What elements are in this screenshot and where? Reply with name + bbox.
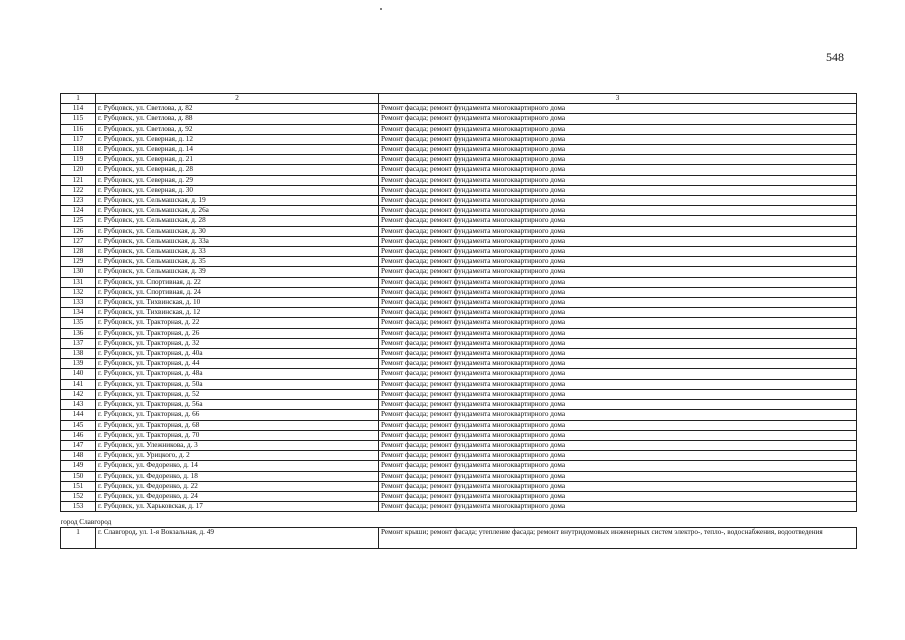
row-number: 126 xyxy=(61,226,96,236)
table-row xyxy=(61,502,857,512)
row-address: г. Рубцовск, ул. Сельмашская, д. 19 xyxy=(96,196,379,206)
row-works: Ремонт фасада; ремонт фундамента многоквартирного дома xyxy=(379,451,857,461)
row-address: г. Рубцовск, ул. Северная, д. 28 xyxy=(96,165,379,175)
table-row xyxy=(61,338,857,348)
row-works: Ремонт фасада; ремонт фундамента многоквартирного дома xyxy=(379,481,857,491)
row-number: 150 xyxy=(61,471,96,481)
row-address: г. Рубцовск, ул. Спортивная, д. 24 xyxy=(96,287,379,297)
row-address: г. Рубцовск, ул. Тракторная, д. 44 xyxy=(96,359,379,369)
row-number: 123 xyxy=(61,196,96,206)
row-number: 114 xyxy=(61,104,96,114)
table-row xyxy=(61,226,857,236)
row-number: 151 xyxy=(61,481,96,491)
row-address: г. Рубцовск, ул. Северная, д. 12 xyxy=(96,134,379,144)
row-works: Ремонт фасада; ремонт фундамента многоквартирного дома xyxy=(379,277,857,287)
row-address: г. Рубцовск, ул. Урицкого, д. 2 xyxy=(96,451,379,461)
works-table-body xyxy=(61,94,857,549)
row-number: 146 xyxy=(61,430,96,440)
row-address: г. Рубцовск, ул. Северная, д. 21 xyxy=(96,155,379,165)
row-number: 120 xyxy=(61,165,96,175)
row-number: 131 xyxy=(61,277,96,287)
table-row xyxy=(61,471,857,481)
row-works: Ремонт фасада; ремонт фундамента многоквартирного дома xyxy=(379,236,857,246)
row-number: 141 xyxy=(61,379,96,389)
row-number: 115 xyxy=(61,114,96,124)
page-number: 548 xyxy=(826,50,844,64)
scan-speck xyxy=(380,8,382,10)
row-address: г. Рубцовск, ул. Федоренко, д. 24 xyxy=(96,491,379,501)
row-works: Ремонт фасада; ремонт фундамента многоквартирного дома xyxy=(379,104,857,114)
row-works: Ремонт фасада; ремонт фундамента многоквартирного дома xyxy=(379,440,857,450)
row-number: 117 xyxy=(61,134,96,144)
row-address: г. Рубцовск, ул. Тракторная, д. 66 xyxy=(96,410,379,420)
row-number: 136 xyxy=(61,328,96,338)
row-works: Ремонт фасада; ремонт фундамента многоквартирного дома xyxy=(379,491,857,501)
row-number: 132 xyxy=(61,287,96,297)
row-address: г. Рубцовск, ул. Тракторная, д. 50а xyxy=(96,379,379,389)
table-row xyxy=(61,349,857,359)
table-row xyxy=(61,369,857,379)
table-row xyxy=(61,420,857,430)
row-address: г. Рубцовск, ул. Тихвинская, д. 10 xyxy=(96,298,379,308)
row-number: 143 xyxy=(61,400,96,410)
row-works: Ремонт фасада; ремонт фундамента многоквартирного дома xyxy=(379,502,857,512)
row-works: Ремонт фасада; ремонт фундамента многоквартирного дома xyxy=(379,206,857,216)
table-row xyxy=(61,267,857,277)
row-works: Ремонт фасада; ремонт фундамента многоквартирного дома xyxy=(379,216,857,226)
row-number: 121 xyxy=(61,175,96,185)
row-works: Ремонт фасада; ремонт фундамента многоквартирного дома xyxy=(379,328,857,338)
row-number: 1 xyxy=(61,528,96,549)
row-works: Ремонт фасада; ремонт фундамента многоквартирного дома xyxy=(379,267,857,277)
row-address: г. Рубцовск, ул. Федоренко, д. 14 xyxy=(96,461,379,471)
table-row xyxy=(61,308,857,318)
row-works: Ремонт фасада; ремонт фундамента многоквартирного дома xyxy=(379,287,857,297)
row-works: Ремонт фасада; ремонт фундамента многоквартирного дома xyxy=(379,461,857,471)
table-row xyxy=(61,481,857,491)
row-number: 134 xyxy=(61,308,96,318)
table-row xyxy=(61,298,857,308)
table-row xyxy=(61,185,857,195)
row-address: г. Рубцовск, ул. Тракторная, д. 48а xyxy=(96,369,379,379)
row-number: 116 xyxy=(61,124,96,134)
table-row xyxy=(61,318,857,328)
row-address: г. Рубцовск, ул. Светлова, д. 92 xyxy=(96,124,379,134)
row-number: 149 xyxy=(61,461,96,471)
row-address: г. Рубцовск, ул. Сельмашская, д. 33 xyxy=(96,247,379,257)
row-number: 135 xyxy=(61,318,96,328)
row-address: г. Рубцовск, ул. Тракторная, д. 22 xyxy=(96,318,379,328)
header-col-2: 2 xyxy=(96,94,379,104)
row-works: Ремонт фасада; ремонт фундамента многоквартирного дома xyxy=(379,247,857,257)
table-row xyxy=(61,451,857,461)
row-address: г. Рубцовск, ул. Тракторная, д. 40а xyxy=(96,349,379,359)
table-header-row xyxy=(61,94,857,104)
row-works: Ремонт фасада; ремонт фундамента многоквартирного дома xyxy=(379,420,857,430)
table-row xyxy=(61,206,857,216)
row-number: 139 xyxy=(61,359,96,369)
section-title: город Славгород xyxy=(60,518,112,527)
table-row xyxy=(61,247,857,257)
row-number: 138 xyxy=(61,349,96,359)
table-row xyxy=(61,134,857,144)
row-number: 137 xyxy=(61,338,96,348)
row-address: г. Рубцовск, ул. Тракторная, д. 52 xyxy=(96,389,379,399)
table-row xyxy=(61,155,857,165)
table-row xyxy=(61,359,857,369)
row-address: г. Рубцовск, ул. Тракторная, д. 32 xyxy=(96,338,379,348)
row-address: г. Рубцовск, ул. Светлова, д. 88 xyxy=(96,114,379,124)
header-col-3: 3 xyxy=(379,94,857,104)
row-works: Ремонт крыши; ремонт фасада; утепление фасада; ремонт внутридомовых инженерных систем электро-, тепло-, водоснабжения, водоотведения xyxy=(379,528,857,549)
row-address: г. Рубцовск, ул. Тракторная, д. 56а xyxy=(96,400,379,410)
table-row xyxy=(61,430,857,440)
row-number: 147 xyxy=(61,440,96,450)
row-works: Ремонт фасада; ремонт фундамента многоквартирного дома xyxy=(379,175,857,185)
section-heading-row xyxy=(61,512,857,528)
row-works: Ремонт фасада; ремонт фундамента многоквартирного дома xyxy=(379,369,857,379)
header-col-1: 1 xyxy=(61,94,96,104)
table-row xyxy=(61,287,857,297)
table-row xyxy=(61,257,857,267)
row-works: Ремонт фасада; ремонт фундамента многоквартирного дома xyxy=(379,389,857,399)
row-number: 133 xyxy=(61,298,96,308)
row-number: 128 xyxy=(61,247,96,257)
table-row xyxy=(61,277,857,287)
table-row xyxy=(61,379,857,389)
row-works: Ремонт фасада; ремонт фундамента многоквартирного дома xyxy=(379,349,857,359)
row-works: Ремонт фасада; ремонт фундамента многоквартирного дома xyxy=(379,379,857,389)
row-address: г. Рубцовск, ул. Спортивная, д. 22 xyxy=(96,277,379,287)
row-address: г. Рубцовск, ул. Северная, д. 14 xyxy=(96,145,379,155)
table-row xyxy=(61,491,857,501)
row-works: Ремонт фасада; ремонт фундамента многоквартирного дома xyxy=(379,430,857,440)
row-number: 140 xyxy=(61,369,96,379)
row-works: Ремонт фасада; ремонт фундамента многоквартирного дома xyxy=(379,124,857,134)
row-address: г. Рубцовск, ул. Северная, д. 29 xyxy=(96,175,379,185)
row-address: г. Славгород, ул. 1-я Вокзальная, д. 49 xyxy=(96,528,379,549)
table-row xyxy=(61,440,857,450)
row-number: 124 xyxy=(61,206,96,216)
table-row xyxy=(61,236,857,246)
row-works: Ремонт фасада; ремонт фундамента многоквартирного дома xyxy=(379,185,857,195)
table-row xyxy=(61,410,857,420)
row-works: Ремонт фасада; ремонт фундамента многоквартирного дома xyxy=(379,114,857,124)
row-number: 127 xyxy=(61,236,96,246)
table-row xyxy=(61,196,857,206)
works-table xyxy=(60,93,857,549)
row-works: Ремонт фасада; ремонт фундамента многоквартирного дома xyxy=(379,410,857,420)
row-works: Ремонт фасада; ремонт фундамента многоквартирного дома xyxy=(379,318,857,328)
row-address: г. Рубцовск, ул. Сельмашская, д. 26а xyxy=(96,206,379,216)
row-address: г. Рубцовск, ул. Федоренко, д. 18 xyxy=(96,471,379,481)
row-works: Ремонт фасада; ремонт фундамента многоквартирного дома xyxy=(379,196,857,206)
row-number: 144 xyxy=(61,410,96,420)
table-row xyxy=(61,528,857,549)
table-row xyxy=(61,175,857,185)
row-works: Ремонт фасада; ремонт фундамента многоквартирного дома xyxy=(379,145,857,155)
works-table-container xyxy=(60,93,841,549)
row-address: г. Рубцовск, ул. Сельмашская, д. 28 xyxy=(96,216,379,226)
row-works: Ремонт фасада; ремонт фундамента многоквартирного дома xyxy=(379,308,857,318)
row-number: 118 xyxy=(61,145,96,155)
row-number: 130 xyxy=(61,267,96,277)
table-row xyxy=(61,400,857,410)
row-address: г. Рубцовск, ул. Сельмашская, д. 39 xyxy=(96,267,379,277)
row-address: г. Рубцовск, ул. Сельмашская, д. 35 xyxy=(96,257,379,267)
row-works: Ремонт фасада; ремонт фундамента многоквартирного дома xyxy=(379,226,857,236)
row-address: г. Рубцовск, ул. Светлова, д. 82 xyxy=(96,104,379,114)
row-address: г. Рубцовск, ул. Харьковская, д. 17 xyxy=(96,502,379,512)
row-works: Ремонт фасада; ремонт фундамента многоквартирного дома xyxy=(379,257,857,267)
row-address: г. Рубцовск, ул. Сельмашская, д. 30 xyxy=(96,226,379,236)
row-address: г. Рубцовск, ул. Тихвинская, д. 12 xyxy=(96,308,379,318)
row-address: г. Рубцовск, ул. Улежникова, д. 3 xyxy=(96,440,379,450)
row-number: 125 xyxy=(61,216,96,226)
row-number: 119 xyxy=(61,155,96,165)
table-row xyxy=(61,389,857,399)
row-address: г. Рубцовск, ул. Северная, д. 30 xyxy=(96,185,379,195)
row-works: Ремонт фасада; ремонт фундамента многоквартирного дома xyxy=(379,400,857,410)
row-number: 122 xyxy=(61,185,96,195)
table-row xyxy=(61,145,857,155)
row-works: Ремонт фасада; ремонт фундамента многоквартирного дома xyxy=(379,134,857,144)
row-works: Ремонт фасада; ремонт фундамента многоквартирного дома xyxy=(379,298,857,308)
row-address: г. Рубцовск, ул. Сельмашская, д. 33а xyxy=(96,236,379,246)
table-row xyxy=(61,165,857,175)
table-row xyxy=(61,328,857,338)
row-number: 145 xyxy=(61,420,96,430)
table-row xyxy=(61,124,857,134)
row-number: 152 xyxy=(61,491,96,501)
row-works: Ремонт фасада; ремонт фундамента многоквартирного дома xyxy=(379,338,857,348)
row-address: г. Рубцовск, ул. Федоренко, д. 22 xyxy=(96,481,379,491)
row-address: г. Рубцовск, ул. Тракторная, д. 70 xyxy=(96,430,379,440)
row-works: Ремонт фасада; ремонт фундамента многоквартирного дома xyxy=(379,359,857,369)
row-number: 129 xyxy=(61,257,96,267)
table-row xyxy=(61,216,857,226)
row-works: Ремонт фасада; ремонт фундамента многоквартирного дома xyxy=(379,471,857,481)
table-row xyxy=(61,104,857,114)
table-row xyxy=(61,461,857,471)
row-number: 148 xyxy=(61,451,96,461)
row-number: 153 xyxy=(61,502,96,512)
row-address: г. Рубцовск, ул. Тракторная, д. 68 xyxy=(96,420,379,430)
table-row xyxy=(61,114,857,124)
row-works: Ремонт фасада; ремонт фундамента многоквартирного дома xyxy=(379,165,857,175)
row-number: 142 xyxy=(61,389,96,399)
row-works: Ремонт фасада; ремонт фундамента многоквартирного дома xyxy=(379,155,857,165)
row-address: г. Рубцовск, ул. Тракторная, д. 26 xyxy=(96,328,379,338)
